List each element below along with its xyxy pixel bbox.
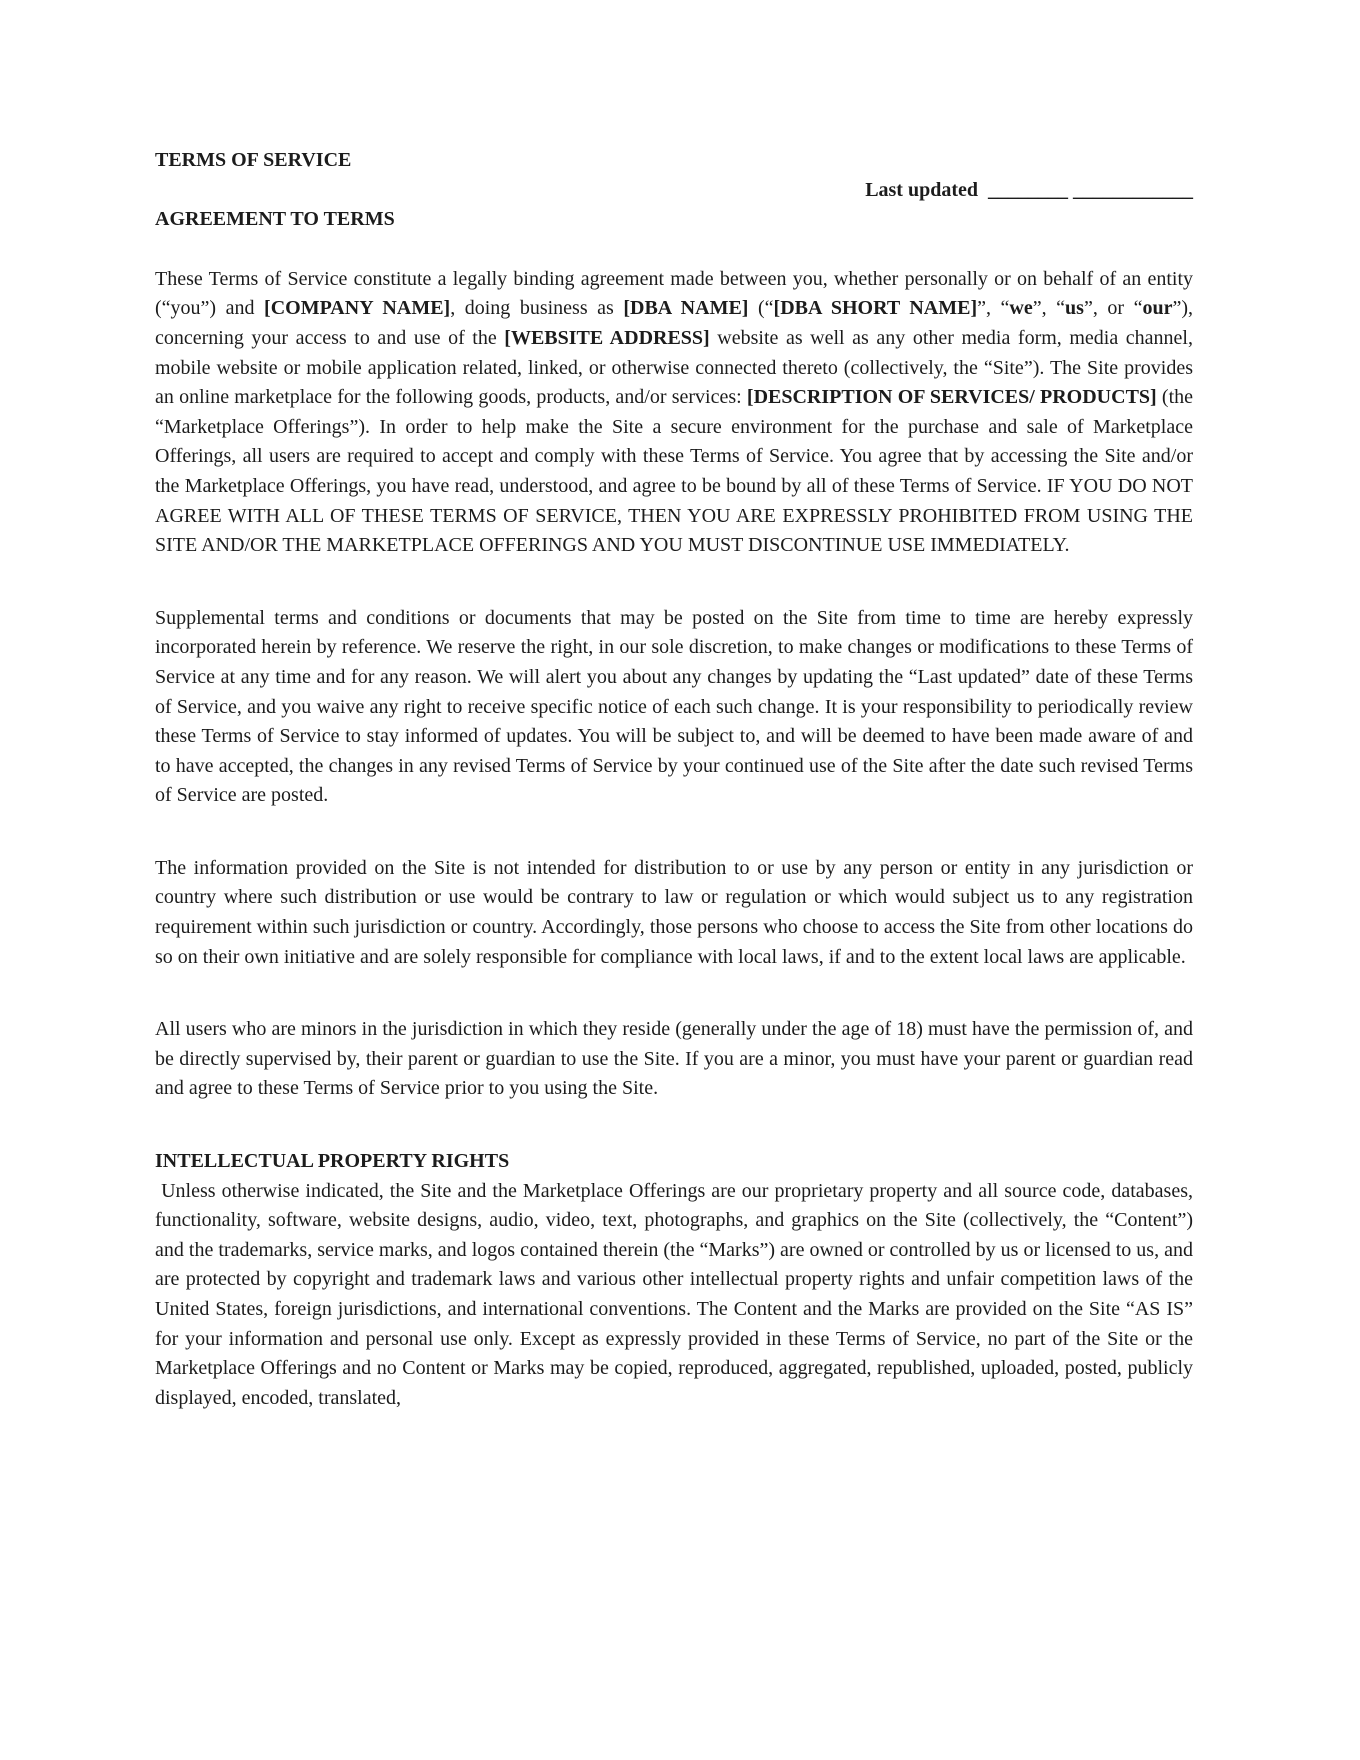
last-updated-label: Last updated xyxy=(865,178,978,201)
section-heading: INTELLECTUAL PROPERTY RIGHTS xyxy=(155,1150,510,1173)
paragraph: Unless otherwise indicated, the Site and the Marketplace Offerings are our proprietary property and all source code, databases, functionality, software, website designs, audio, video, text, photographs, and graphics on the Site (collectively, the “Content”) and the trademarks, service marks, and logos contained therein (the “Marks”) are owned or controlled by us or licensed to us, and are protected by copyright and trademark laws and various other intellectual property rights and unfair competition laws of the United States, foreign jurisdictions, and international conventions. The Content and the Marks are provided on the Site “AS IS” for your information and personal use only. Except as expressly provided in these Terms of Service, no part of the Site or the Marketplace Offerings and no Content or Marks may be copied, reproduced, aggregated, republished, uploaded, posted, publicly displayed, encoded, translated, xyxy=(155,1179,1193,1409)
paragraph: All users who are minors in the jurisdiction in which they reside (generally under the age of 18) must have the permission of, and be directly supervised by, their parent or guardian to use the Site. If you are a minor, you must have your parent or guardian read and agree to these Terms of Service prior to you using the Site. xyxy=(155,1018,1193,1100)
last-updated-blank: ________ ____________ xyxy=(978,178,1193,201)
section-heading: AGREEMENT TO TERMS xyxy=(155,208,395,231)
paragraph: Supplemental terms and conditions or documents that may be posted on the Site from time to time are hereby expressly incorporated herein by reference. We reserve the right, in our sole discretion, to make changes or modifications to these Terms of Service at any time and for any reason. We will alert you about any changes by updating the “Last updated” date of these Terms of Service, and you waive any right to receive specific notice of each such change. It is your responsibility to periodically review these Terms of Service to stay informed of updates. You will be subject to, and will be deemed to have been made aware of and to have accepted, the changes in any revised Terms of Service by your continued use of the Site after the date such revised Terms of Service are posted. xyxy=(155,606,1193,807)
document-content xyxy=(155,205,1193,1413)
paragraph: The information provided on the Site is not intended for distribution to or use by any person or entity in any jurisdiction or country where such distribution or use would be contrary to law or regulation or which would subject us to any registration requirement within such jurisdiction or country. Accordingly, those persons who choose to access the Site from other locations do so on their own initiative and are solely responsible for compliance with local laws, if and to the extent local laws are applicable. xyxy=(155,856,1193,968)
paragraph: These Terms of Service constitute a legally binding agreement made between you, whether personally or on behalf of an entity (“you”) and [COMPANY NAME], doing business as [DBA NAME] (“[DBA SHORT NAME]”, “we”, “us”, or “our”), concerning your access to and use of the [WEBSITE ADDRESS] website as well as any other media form, media channel, mobile website or mobile application related, linked, or otherwise connected thereto (collectively, the “Site”). The Site provides an online marketplace for the following goods, products, and/or services: [DESCRIPTION OF SERVICES/ PRODUCTS] (the “Marketplace Offerings”). In order to help make the Site a secure environment for the purchase and sale of Marketplace Offerings, all users are required to accept and comply with these Terms of Service. You agree that by accessing the Site and/or the Marketplace Offerings, you have read, understood, and agree to be bound by all of these Terms of Service. IF YOU DO NOT AGREE WITH ALL OF THESE TERMS OF SERVICE, THEN YOU ARE EXPRESSLY PROHIBITED FROM USING THE SITE AND/OR THE MARKETPLACE OFFERINGS AND YOU MUST DISCONTINUE USE IMMEDIATELY. xyxy=(155,267,1194,557)
document-title: TERMS OF SERVICE xyxy=(155,149,352,171)
last-updated-line xyxy=(155,176,1193,206)
